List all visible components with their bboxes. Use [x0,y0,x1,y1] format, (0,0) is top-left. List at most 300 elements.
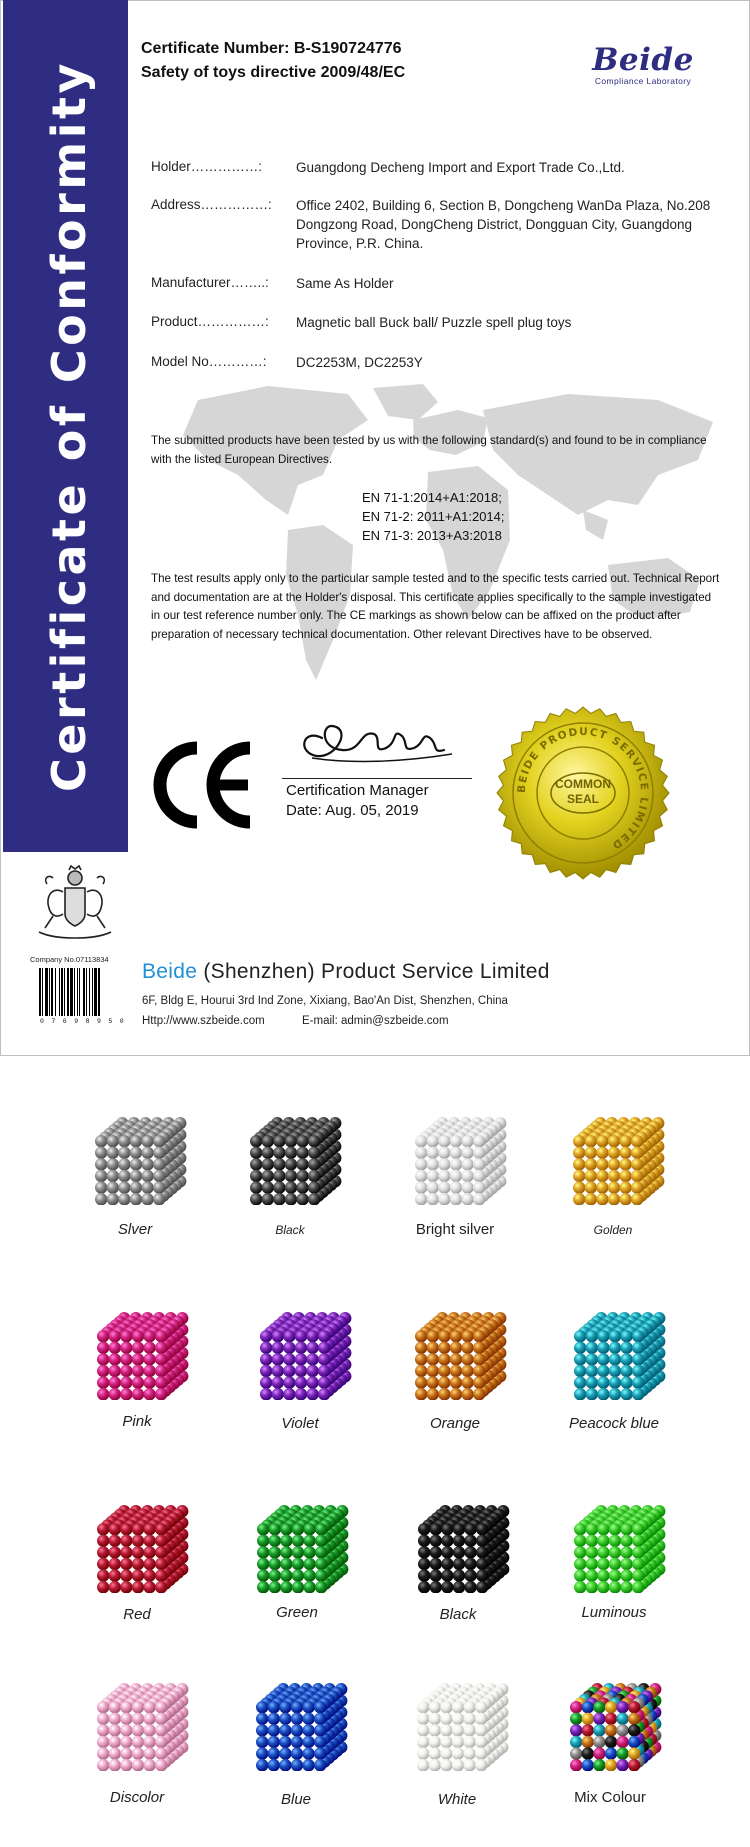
magnetic-ball [620,1523,632,1535]
magnetic-ball [438,1170,450,1182]
magnetic-ball [608,1147,620,1159]
magnetic-ball [109,1701,121,1713]
magnetic-ball [582,1724,594,1736]
magnetic-ball [107,1158,119,1170]
magnetic-ball [609,1376,621,1388]
magnetic-ball [120,1747,132,1759]
magnetic-ball [476,1546,488,1558]
swatch-label: Luminous [581,1604,647,1621]
magnetic-ball [155,1558,167,1570]
magnetic-ball [260,1376,272,1388]
magnetic-ball [132,1523,144,1535]
magnetic-ball [616,1713,628,1725]
magnetic-ball [314,1736,326,1748]
magnetic-ball [132,1736,144,1748]
magnetic-ball [285,1181,297,1193]
magnetic-ball [438,1158,450,1170]
magnetic-ball [570,1736,582,1748]
magnetic-ball [586,1558,598,1570]
magnetic-ball [306,1353,318,1365]
magnetic-ball [582,1759,594,1771]
magnetic-ball [302,1736,314,1748]
magnetic-ball [97,1365,109,1377]
magnetic-ball [631,1170,643,1182]
magnetic-ball [464,1546,476,1558]
magnetic-ball [143,1535,155,1547]
magnetic-ball [109,1388,121,1400]
magnetic-ball [272,1388,284,1400]
magnetic-ball [619,1147,631,1159]
magnetic-ball [463,1759,475,1771]
magnetic-ball [597,1388,609,1400]
magnetic-ball [262,1193,274,1205]
magnetic-ball [260,1388,272,1400]
magnetic-ball [475,1724,487,1736]
magnetic-ball [573,1147,585,1159]
magnetic-ball [109,1330,121,1342]
magnetic-ball [427,1342,439,1354]
holder-value: Guangdong Decheng Import and Export Trade Co.,Ltd. [296,160,625,175]
magnetic-ball [268,1747,280,1759]
magnetic-ball [461,1181,473,1193]
magnetic-ball [303,1558,315,1570]
magnetic-ball [302,1747,314,1759]
magnetic-ball [280,1535,292,1547]
magnetic-ball [295,1388,307,1400]
standard-item: EN 71-2: 2011+A1:2014; [362,509,505,524]
magnetic-ball [463,1736,475,1748]
swatch-label: Blue [280,1791,312,1808]
magnetic-ball [141,1193,153,1205]
magnetic-ball [143,1558,155,1570]
magnetic-ball [609,1342,621,1354]
magnetic-ball [427,1388,439,1400]
magnetic-ball [609,1558,621,1570]
magnetic-ball [463,1747,475,1759]
magnetic-ball [570,1747,582,1759]
magnetic-ball [570,1701,582,1713]
magnetic-ball [109,1581,121,1593]
magnetic-ball [430,1546,442,1558]
magnetic-ball [132,1569,144,1581]
magnetic-ball [417,1736,429,1748]
magnetic-ball [97,1736,109,1748]
magnetic-ball [476,1558,488,1570]
magnetic-ball [593,1701,605,1713]
magnetic-ball [452,1759,464,1771]
magnetic-ball [272,1353,284,1365]
magnetic-ball [441,1535,453,1547]
magnetic-ball [257,1581,269,1593]
magnetic-ball [464,1569,476,1581]
magnetic-ball [97,1342,109,1354]
magnetic-ball [628,1713,640,1725]
magnetic-ball [153,1193,165,1205]
magnetic-ball [291,1701,303,1713]
magnetic-ball [120,1376,132,1388]
magnetic-ball [120,1701,132,1713]
magnetic-ball [143,1523,155,1535]
magnetic-ball [441,1523,453,1535]
barcode-digits: 0 7 6 9 8 9 5 0 [40,1018,126,1025]
magnetic-ball [586,1388,598,1400]
magnetic-ball [130,1181,142,1193]
swatch-label: Green [276,1604,318,1621]
common-seal-stamp [493,703,673,883]
magnetic-ball [450,1147,462,1159]
magnetic-ball [143,1724,155,1736]
magnetic-ball [260,1330,272,1342]
magnetic-ball [463,1713,475,1725]
magnetic-ball [262,1147,274,1159]
standard-item: EN 71-3: 2013+A3:2018 [362,528,502,543]
magnetic-ball [109,1535,121,1547]
magnetic-ball [155,1342,167,1354]
magnetic-cube-image [564,1489,668,1593]
magnetic-ball [585,1158,597,1170]
holder-label: Holder……………: [151,159,263,174]
magnetic-ball [415,1193,427,1205]
magnetic-ball [450,1342,462,1354]
magnetic-ball [95,1135,107,1147]
magnetic-ball [155,1376,167,1388]
magnetic-ball [269,1581,281,1593]
magnetic-ball [585,1147,597,1159]
magnetic-ball [141,1135,153,1147]
magnetic-ball [283,1342,295,1354]
magnetic-ball [605,1736,617,1748]
magnetic-ball [97,1569,109,1581]
swatch-golden [523,1101,703,1281]
magnetic-ball [418,1569,430,1581]
magnetic-ball [155,1759,167,1771]
magnetic-cube-image [560,1667,664,1771]
magnetic-ball [586,1581,598,1593]
magnetic-ball [280,1523,292,1535]
magnetic-ball [596,1158,608,1170]
magnetic-ball [279,1713,291,1725]
magnetic-ball [450,1353,462,1365]
magnetic-ball [97,1523,109,1535]
magnetic-ball [453,1569,465,1581]
magnetic-ball [461,1330,473,1342]
magnetic-ball [631,1147,643,1159]
magnetic-ball [120,1713,132,1725]
magnetic-ball [427,1193,439,1205]
magnetic-ball [586,1342,598,1354]
magnetic-ball [440,1759,452,1771]
magnetic-ball [95,1147,107,1159]
magnetic-ball [438,1135,450,1147]
magnetic-ball [250,1193,262,1205]
magnetic-ball [295,1353,307,1365]
magnetic-ball [107,1181,119,1193]
magnetic-ball [155,1569,167,1581]
magnetic-ball [632,1342,644,1354]
magnetic-ball [596,1181,608,1193]
magnetic-cube-image [405,1101,509,1205]
swatch-red [47,1489,227,1669]
magnetic-ball [415,1135,427,1147]
magnetic-ball [109,1569,121,1581]
magnetic-cube-image [563,1101,667,1205]
magnetic-ball [609,1535,621,1547]
magnetic-ball [620,1569,632,1581]
magnetic-ball [476,1569,488,1581]
company-address: 6F, Bldg E, Hourui 3rd Ind Zone, Xixiang, Bao'An Dist, Shenzhen, China [142,995,508,1007]
magnetic-ball [314,1747,326,1759]
magnetic-ball [573,1193,585,1205]
swatch-discolor [47,1667,227,1847]
magnetic-ball [586,1535,598,1547]
magnetic-ball [605,1701,617,1713]
magnetic-ball [585,1135,597,1147]
magnetic-ball [415,1353,427,1365]
magnetic-ball [582,1713,594,1725]
magnetic-ball [585,1170,597,1182]
magnetic-ball [306,1342,318,1354]
magnetic-ball [619,1181,631,1193]
magnetic-ball [291,1736,303,1748]
magnetic-ball [283,1388,295,1400]
magnetic-ball [268,1713,280,1725]
magnetic-ball [573,1135,585,1147]
magnetic-ball [143,1353,155,1365]
magnetic-ball [605,1724,617,1736]
magnetic-ball [430,1535,442,1547]
magnetic-ball [438,1388,450,1400]
magnetic-ball [280,1569,292,1581]
swatch-black [200,1101,380,1281]
magnetic-ball [429,1747,441,1759]
magnetic-ball [303,1569,315,1581]
magnetic-ball [97,1388,109,1400]
magnetic-ball [430,1569,442,1581]
magnetic-ball [440,1747,452,1759]
magnetic-ball [427,1158,439,1170]
magnetic-ball [155,1523,167,1535]
magnetic-ball [427,1376,439,1388]
magnetic-ball [450,1330,462,1342]
magnetic-ball [269,1535,281,1547]
magnetic-ball [132,1388,144,1400]
swatch-label: Black [275,1223,305,1237]
magnetic-ball [143,1581,155,1593]
magnetic-ball [415,1376,427,1388]
magnetic-ball [427,1330,439,1342]
swatch-peacock-blue [524,1296,704,1476]
magnetic-ball [593,1713,605,1725]
magnetic-ball [109,1523,121,1535]
magnetic-ball [257,1558,269,1570]
magnetic-ball [464,1558,476,1570]
magnetic-ball [155,1724,167,1736]
model-value: DC2253M, DC2253Y [296,355,423,370]
magnetic-ball [109,1736,121,1748]
magnetic-ball [315,1581,327,1593]
magnetic-ball [143,1569,155,1581]
magnetic-ball [250,1181,262,1193]
magnetic-ball [155,1747,167,1759]
model-label: Model No…………: [151,354,267,369]
magnetic-ball [130,1170,142,1182]
magnetic-ball [418,1558,430,1570]
magnetic-ball [308,1158,320,1170]
magnetic-ball [132,1759,144,1771]
magnetic-ball [141,1158,153,1170]
magnetic-ball [132,1558,144,1570]
royal-crest-emblem [25,856,125,946]
magnetic-ball [318,1376,330,1388]
magnetic-ball [256,1759,268,1771]
magnetic-ball [461,1342,473,1354]
magnetic-ball [475,1747,487,1759]
product-value: Magnetic ball Buck ball/ Puzzle spell plug toys [296,315,572,330]
magnetic-ball [120,1523,132,1535]
magnetic-ball [256,1701,268,1713]
magnetic-ball [438,1376,450,1388]
magnetic-ball [605,1747,617,1759]
magnetic-ball [415,1170,427,1182]
magnetic-ball [97,1546,109,1558]
magnetic-ball [440,1701,452,1713]
magnetic-ball [586,1546,598,1558]
magnetic-ball [109,1713,121,1725]
magnetic-ball [620,1558,632,1570]
magnetic-ball [292,1523,304,1535]
magnetic-ball [620,1353,632,1365]
magnetic-cube-image [246,1667,350,1771]
magnetic-ball [418,1535,430,1547]
magnetic-ball [97,1759,109,1771]
magnetic-ball [120,1342,132,1354]
standard-item: EN 71-1:2014+A1:2018; [362,490,502,505]
magnetic-ball [143,1388,155,1400]
magnetic-ball [574,1523,586,1535]
magnetic-ball [303,1581,315,1593]
magnetic-ball [620,1388,632,1400]
magnetic-ball [143,1546,155,1558]
magnetic-cube-image [407,1667,511,1771]
magnetic-ball [118,1147,130,1159]
magnetic-ball [429,1701,441,1713]
swatch-pink [47,1296,227,1476]
magnetic-ball [597,1569,609,1581]
magnetic-ball [427,1170,439,1182]
magnetic-ball [597,1581,609,1593]
magnetic-ball [438,1181,450,1193]
magnetic-ball [120,1353,132,1365]
magnetic-ball [269,1569,281,1581]
swatch-mix-colour [520,1667,700,1847]
magnetic-ball [292,1581,304,1593]
magnetic-ball [450,1170,462,1182]
magnetic-ball [303,1523,315,1535]
magnetic-ball [570,1759,582,1771]
magnetic-ball [97,1747,109,1759]
magnetic-ball [415,1330,427,1342]
magnetic-ball [418,1546,430,1558]
magnetic-ball [250,1170,262,1182]
magnetic-ball [461,1365,473,1377]
magnetic-ball [452,1736,464,1748]
magnetic-ball [155,1546,167,1558]
magnetic-ball [143,1713,155,1725]
magnetic-ball [574,1581,586,1593]
lab-logo-word: Beide [592,42,694,78]
magnetic-cube-image [240,1101,344,1205]
magnetic-ball [318,1388,330,1400]
magnetic-ball [250,1135,262,1147]
swatch-black-2 [368,1489,548,1669]
magnetic-ball [605,1759,617,1771]
magnetic-ball [118,1158,130,1170]
ce-mark-icon [152,740,257,830]
magnetic-ball [308,1170,320,1182]
magnetic-ball [473,1330,485,1342]
magnetic-ball [452,1701,464,1713]
magnetic-ball [440,1713,452,1725]
magnetic-ball [308,1135,320,1147]
magnetic-ball [273,1193,285,1205]
magnetic-ball [441,1569,453,1581]
magnetic-ball [418,1523,430,1535]
magnetic-cube-image [250,1296,354,1400]
magnetic-ball [450,1181,462,1193]
compliance-statement: The submitted products have been tested by us with the following standard(s) and found to be in compliance with the listed European Directives. [151,434,707,466]
color-options-grid [0,1056,750,1819]
magnetic-ball [619,1135,631,1147]
magnetic-ball [429,1759,441,1771]
magnetic-ball [318,1365,330,1377]
magnetic-cube-image [408,1489,512,1593]
magnetic-ball [586,1523,598,1535]
magnetic-ball [118,1135,130,1147]
magnetic-ball [597,1376,609,1388]
magnetic-ball [250,1158,262,1170]
magnetic-ball [461,1353,473,1365]
magnetic-ball [95,1158,107,1170]
magnetic-ball [303,1546,315,1558]
magnetic-ball [120,1535,132,1547]
magnetic-ball [118,1193,130,1205]
magnetic-ball [268,1736,280,1748]
magnetic-ball [260,1342,272,1354]
magnetic-ball [453,1546,465,1558]
magnetic-ball [143,1759,155,1771]
magnetic-ball [438,1193,450,1205]
magnetic-ball [597,1353,609,1365]
magnetic-ball [596,1147,608,1159]
magnetic-cube-image [247,1489,351,1593]
magnetic-ball [256,1747,268,1759]
magnetic-ball [619,1193,631,1205]
seal-ring-text: BEIDE PRODUCT SERVICE LIMITED [515,725,651,852]
magnetic-ball [628,1759,640,1771]
magnetic-ball [631,1181,643,1193]
magnetic-ball [415,1158,427,1170]
magnetic-ball [440,1724,452,1736]
magnetic-ball [427,1135,439,1147]
magnetic-ball [438,1365,450,1377]
magnetic-ball [155,1535,167,1547]
magnetic-ball [296,1181,308,1193]
magnetic-ball [109,1546,121,1558]
magnetic-ball [296,1147,308,1159]
magnetic-ball [605,1713,617,1725]
magnetic-ball [632,1353,644,1365]
magnetic-ball [453,1523,465,1535]
